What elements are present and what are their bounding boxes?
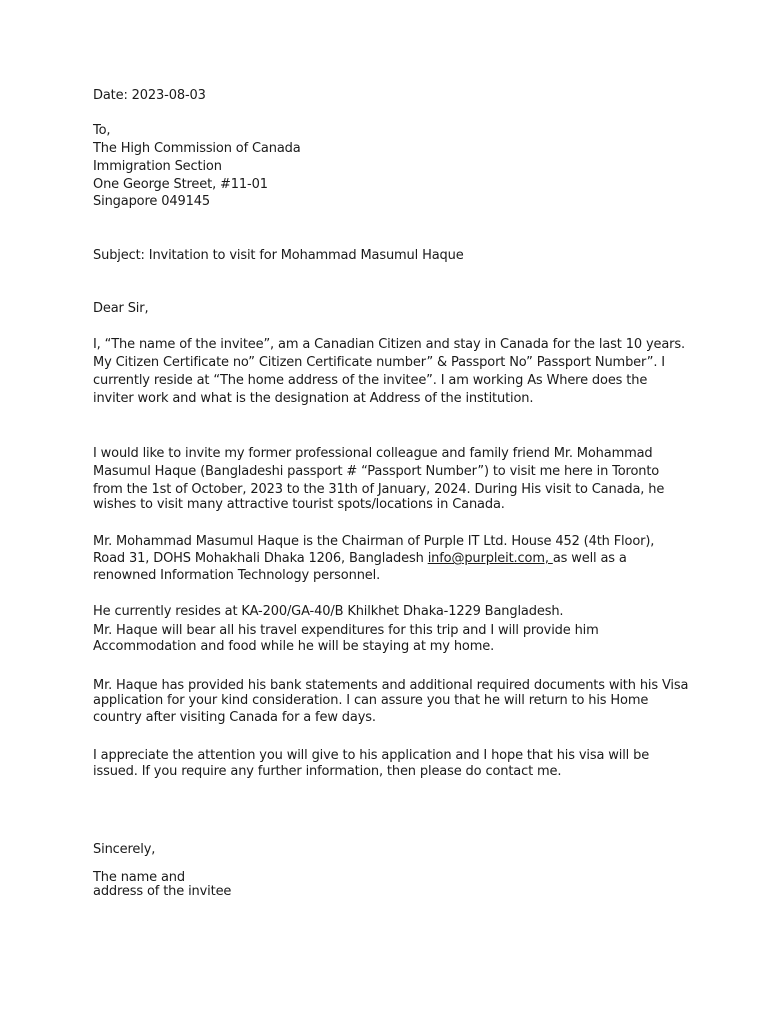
letter-date: Date: 2023-08-03 — [93, 88, 206, 103]
recipient-line: One George Street, #11-01 — [93, 177, 268, 192]
paragraph-line: Accommodation and food while he will be staying at my home. — [93, 639, 495, 654]
recipient-to: To, — [93, 123, 111, 138]
paragraph-line: I would like to invite my former professional colleague and family friend Mr. Mohammad — [93, 446, 653, 461]
paragraph-line: from the 1st of October, 2023 to the 31th of January, 2024. During His visit to Canada, he — [93, 482, 665, 497]
signature-line: The name and — [93, 870, 185, 885]
paragraph-line: He currently resides at KA-200/GA-40/B Khilkhet Dhaka-1229 Bangladesh. — [93, 604, 564, 619]
letter-subject: Subject: Invitation to visit for Mohammad Masumul Haque — [93, 248, 464, 263]
letter-greeting: Dear Sir, — [93, 301, 149, 316]
recipient-line: Singapore 049145 — [93, 194, 210, 209]
paragraph-line: I appreciate the attention you will give to his application and I hope that his visa will be — [93, 748, 650, 763]
paragraph-text: as well as a — [552, 551, 627, 566]
paragraph-line: currently reside at “The home address of the invitee”. I am working As Where does the — [93, 373, 648, 388]
paragraph-line: I, “The name of the invitee”, am a Canadian Citizen and stay in Canada for the last 10 years. — [93, 337, 685, 352]
paragraph-line: application for your kind consideration. I can assure you that he will return to his Home — [93, 693, 649, 708]
recipient-line: Immigration Section — [93, 159, 222, 174]
paragraph-line: country after visiting Canada for a few days. — [93, 710, 376, 725]
email-link[interactable]: info@purpleit.com, — [427, 551, 553, 566]
recipient-line: The High Commission of Canada — [93, 141, 301, 156]
paragraph-text: Road 31, DOHS Mohakhali Dhaka 1206, Bangladesh — [93, 551, 428, 566]
signature-line: address of the invitee — [93, 884, 232, 899]
paragraph-line: renowned Information Technology personnel. — [93, 568, 381, 583]
paragraph-line: Mr. Haque has provided his bank statements and additional required documents with his Visa — [93, 678, 689, 693]
paragraph-line: inviter work and what is the designation at Address of the institution. — [93, 391, 534, 406]
paragraph-line: Mr. Haque will bear all his travel expenditures for this trip and I will provide him — [93, 623, 599, 638]
paragraph-line: issued. If you require any further information, then please do contact me. — [93, 764, 562, 779]
paragraph-line: My Citizen Certificate no” Citizen Certificate number” & Passport No” Passport Number”. I — [93, 355, 665, 370]
letter-closing: Sincerely, — [93, 842, 156, 857]
paragraph-line: Mr. Mohammad Masumul Haque is the Chairman of Purple IT Ltd. House 452 (4th Floor), — [93, 534, 655, 549]
paragraph-line — [93, 550, 627, 568]
paragraph-line: wishes to visit many attractive tourist spots/locations in Canada. — [93, 497, 505, 512]
paragraph-line: Masumul Haque (Bangladeshi passport # “Passport Number”) to visit me here in Toronto — [93, 464, 660, 479]
